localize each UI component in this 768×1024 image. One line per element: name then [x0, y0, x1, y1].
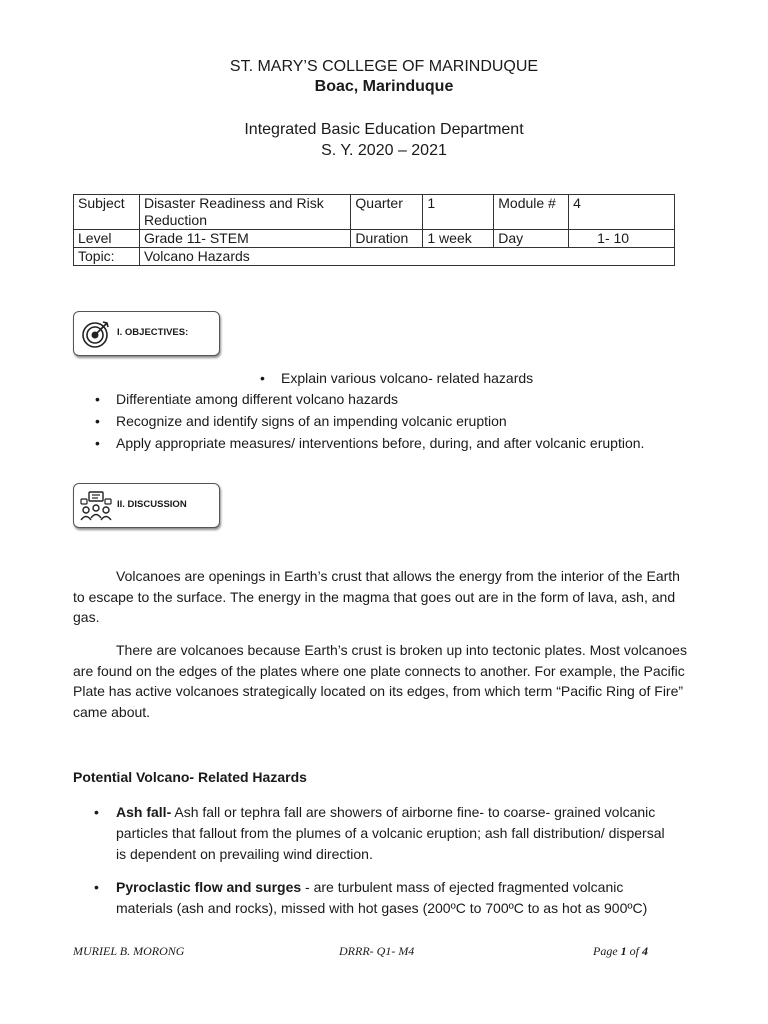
duration-value: 1 week [423, 230, 494, 248]
list-item [94, 877, 676, 919]
table-row [74, 248, 675, 266]
hazard-text: - are turbulent mass of ejected fragmented volcanic materials (ash and rocks), missed with hot gases (200ºC to 700ºC to as hot as 900ºC) [116, 879, 648, 916]
hazard-term: Ash fall- [116, 804, 172, 820]
footer-author: MURIEL B. MORONG [73, 944, 185, 958]
bullet-icon: • [95, 413, 100, 429]
bullet-icon: • [95, 435, 100, 451]
bullet-icon: • [94, 879, 99, 895]
module-label: Module # [494, 195, 569, 230]
school-location: Boac, Marinduque [314, 78, 454, 95]
subject-value: Disaster Readiness and Risk Reduction [139, 195, 350, 230]
bullet-icon: • [95, 391, 100, 407]
discussion-paragraph-2: There are volcanoes because Earth’s crust is broken up into tectonic plates. Most volcanoes are found on the edges of the plates where one plate connects to another. For example, the Pacific Plate has active volcanoes strategically located on its edges, from which term “Pacific Ring of Fire” came about. [73, 642, 687, 720]
table-row [74, 195, 675, 230]
list-item: • Apply appropriate measures/ interventions before, during, and after volcanic eruption. [95, 435, 645, 451]
quarter-value: 1 [423, 195, 494, 230]
department-name: Integrated Basic Education Department [244, 121, 524, 138]
level-value: Grade 11- STEM [139, 230, 350, 248]
discussion-title: II. DISCUSSION [117, 499, 187, 510]
subject-label: Subject [74, 195, 140, 230]
footer-code: DRRR- Q1- M4 [339, 944, 415, 958]
list-item [94, 802, 676, 865]
day-value: 1- 10 [569, 230, 675, 248]
duration-label: Duration [351, 230, 423, 248]
module-info-table [73, 194, 675, 266]
module-value: 4 [569, 195, 675, 230]
hazards-heading: Potential Volcano- Related Hazards [73, 769, 307, 785]
list-item: • Explain various volcano- related hazards [260, 370, 534, 386]
bullet-icon: • [260, 370, 265, 386]
table-row [74, 230, 675, 248]
list-item: • Differentiate among different volcano hazards [95, 391, 398, 407]
topic-value: Volcano Hazards [139, 248, 674, 266]
hazard-term: Pyroclastic flow and surges [116, 879, 302, 895]
bullet-icon: • [94, 804, 99, 820]
day-label: Day [494, 230, 569, 248]
objectives-badge [73, 311, 220, 356]
discussion-paragraph-1: Volcanoes are openings in Earth’s crust that allows the energy from the interior of the Earth to escape to the surface. The energy in the magma that goes out are in the form of lava, ash, and gas. [73, 568, 680, 625]
discussion-group-icon [80, 490, 112, 522]
quarter-label: Quarter [351, 195, 423, 230]
hazard-text: Ash fall or tephra fall are showers of airborne fine- to coarse- grained volcanic particles that fallout from the plumes of a volcanic eruption; ash fall distribution/ dispersal is dependent on prevailing wind direction. [116, 804, 665, 862]
school-year: S. Y. 2020 – 2021 [321, 142, 447, 159]
footer-page-number: Page 1 of 4 [593, 944, 648, 958]
list-item: • Recognize and identify signs of an impending volcanic eruption [95, 413, 507, 429]
level-label: Level [74, 230, 140, 248]
target-icon [80, 318, 112, 350]
objectives-title: I. OBJECTIVES: [117, 327, 189, 338]
topic-label: Topic: [74, 248, 140, 266]
school-name: ST. MARY’S COLLEGE OF MARINDUQUE [229, 58, 539, 75]
discussion-badge [73, 483, 220, 528]
